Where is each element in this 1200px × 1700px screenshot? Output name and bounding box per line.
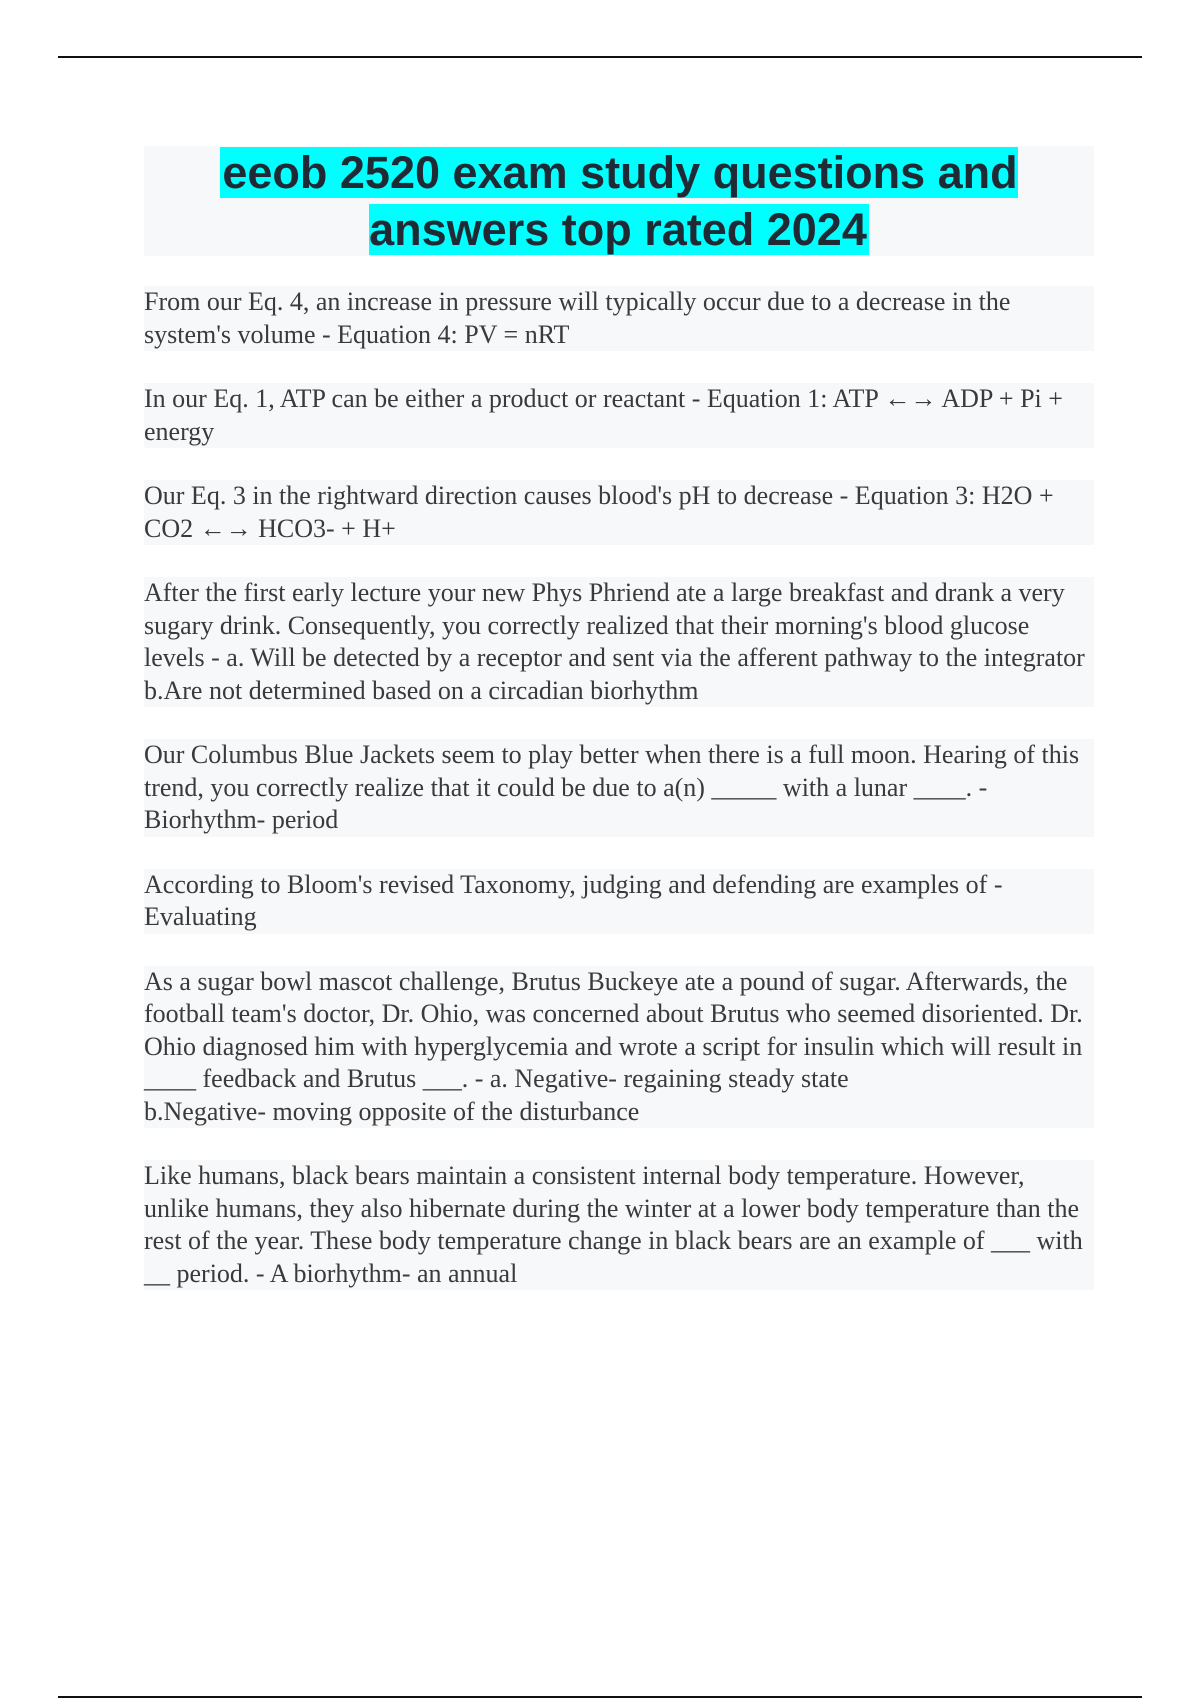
qa-item: From our Eq. 4, an increase in pressure will typically occur due to a decrease in the system's volume - Equation 4: PV = nRT — [144, 286, 1094, 351]
qa-list — [144, 286, 1094, 1290]
qa-item: Our Eq. 3 in the rightward direction causes blood's pH to decrease - Equation 3: H2O + CO2 ←→ HCO3- + H+ — [144, 480, 1094, 545]
qa-item: In our Eq. 1, ATP can be either a product or reactant - Equation 1: ATP ←→ ADP + Pi + energy — [144, 383, 1094, 448]
title-block — [144, 146, 1094, 256]
qa-item: Like humans, black bears maintain a consistent internal body temperature. However, unlike humans, they also hibernate during the winter at a lower body temperature than the rest of the year. These body temperature change in black bears are an example of ___ with __ period. - A biorhythm- an annual — [144, 1160, 1094, 1290]
top-rule — [58, 56, 1142, 58]
document-body — [144, 146, 1094, 1322]
document-title-text: eeob 2520 exam study questions and answers top rated 2024 — [222, 147, 1018, 255]
qa-item: According to Bloom's revised Taxonomy, judging and defending are examples of - Evaluating — [144, 869, 1094, 934]
document-title — [144, 144, 1094, 258]
qa-item: Our Columbus Blue Jackets seem to play better when there is a full moon. Hearing of this trend, you correctly realize that it could be due to a(n) _____ with a lunar ____. - Biorhythm- period — [144, 739, 1094, 837]
qa-item: After the first early lecture your new Phys Phriend ate a large breakfast and drank a very sugary drink. Consequently, you correctly realized that their morning's blood glucose levels - a. Will be detected by a receptor and sent via the afferent pathway to the integrator b.Are not determined based on a circadian biorhythm — [144, 577, 1094, 707]
bottom-rule — [58, 1696, 1142, 1698]
qa-item: As a sugar bowl mascot challenge, Brutus Buckeye ate a pound of sugar. Afterwards, the football team's doctor, Dr. Ohio, was concerned about Brutus who seemed disoriented. Dr. Ohio diagnosed him with hyperglycemia and wrote a script for insulin which will result in ____ feedback and Brutus ___. - a. Negative- regaining steady state b.Negative- moving opposite of the disturbance — [144, 966, 1094, 1129]
